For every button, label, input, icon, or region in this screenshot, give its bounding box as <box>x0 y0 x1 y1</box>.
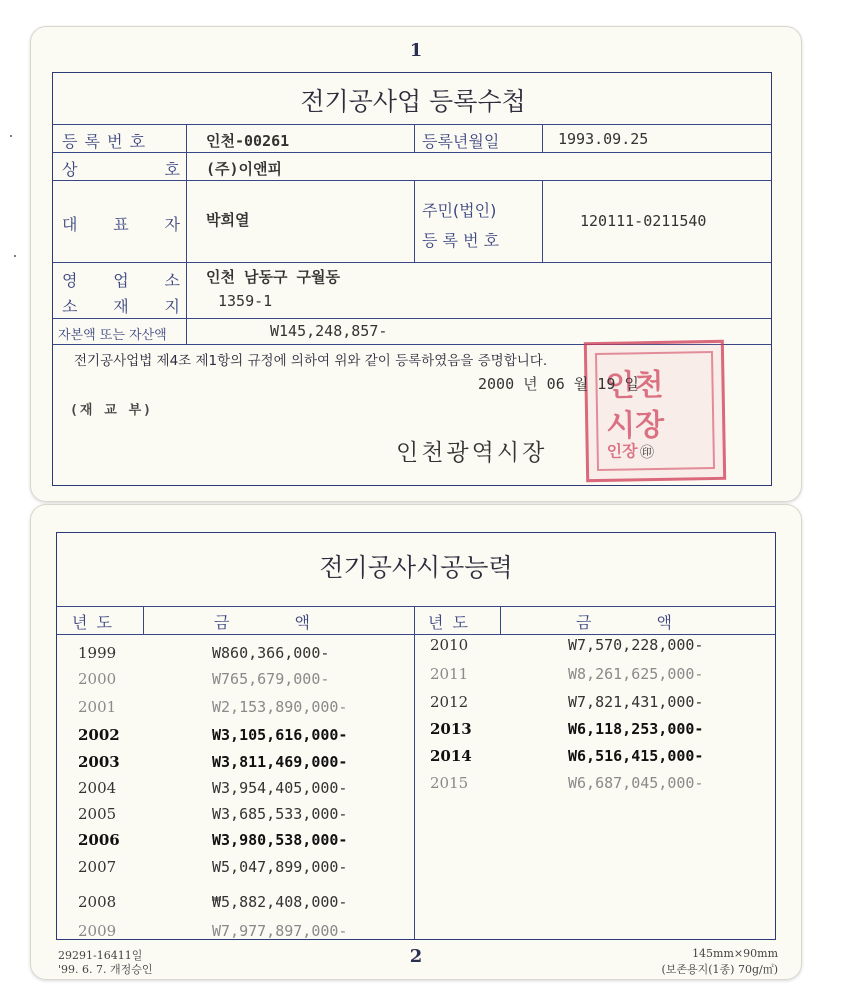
year-cell: 2000 <box>78 670 117 688</box>
year-cell: 2007 <box>78 858 117 876</box>
form-number: 29291-16411일 <box>58 949 143 962</box>
year-cell: 1999 <box>78 644 117 662</box>
reg-no-label: 등 록 번 호 <box>62 132 147 151</box>
amount-cell: W7,570,228,000- <box>568 636 704 654</box>
reissue-label: (재 교 부) <box>70 403 153 418</box>
amount-cell: W6,687,045,000- <box>568 774 704 792</box>
registration-page <box>30 26 802 502</box>
amount-cell: W3,980,538,000- <box>212 831 348 849</box>
reg-no-value: 인천-00261 <box>206 132 290 150</box>
scan-speck <box>10 135 12 137</box>
page-title: 전기공사업 등록수첩 <box>300 87 526 116</box>
amount-cell: W3,954,405,000- <box>212 779 348 797</box>
page-number: 2 <box>409 946 423 967</box>
address-line1: 인천 남동구 구월동 <box>206 268 340 286</box>
resident-label-line2: 등 록 번 호 <box>422 231 500 250</box>
year-cell: 2012 <box>430 693 469 711</box>
capacity-page <box>30 504 802 980</box>
capital-value: W145,248,857- <box>270 322 388 340</box>
address-line2: 1359-1 <box>218 292 273 310</box>
form-approval: '99. 6. 7. 개정승인 <box>58 963 153 976</box>
amount-cell: W3,105,616,000- <box>212 726 348 744</box>
col-amount-left: 금 액 <box>214 613 310 632</box>
year-cell: 2008 <box>78 893 117 911</box>
address-label-line2: 소 재 지 <box>62 297 180 316</box>
issue-date: 2000 년 06 월 19 일 <box>478 375 639 393</box>
amount-cell: W765,679,000- <box>212 670 330 688</box>
issuer-name: 인천광역시장 <box>396 440 548 466</box>
reg-date-value: 1993.09.25 <box>558 130 649 148</box>
official-seal-stamp: 인천 시장 인장 <box>584 340 726 482</box>
year-cell: 2009 <box>78 922 117 940</box>
company-label: 상 호 <box>62 160 180 179</box>
scan-speck <box>14 255 16 257</box>
page-number: 1 <box>409 40 423 61</box>
amount-cell: ₩5,882,408,000- <box>212 893 348 911</box>
year-cell: 2005 <box>78 805 117 823</box>
col-year-right: 년 도 <box>428 613 470 632</box>
year-cell: 2006 <box>78 831 120 849</box>
col-year-left: 년 도 <box>72 613 114 632</box>
paper-size: 145mm×90mm <box>692 947 778 960</box>
year-cell: 2015 <box>430 774 469 792</box>
capital-label: 자본액 또는 자산액 <box>58 328 167 343</box>
amount-cell: W5,047,899,000- <box>212 858 348 876</box>
ceo-value: 박희열 <box>206 211 250 229</box>
amount-cell: W860,366,000- <box>212 644 330 662</box>
amount-cell: W2,153,890,000- <box>212 698 348 716</box>
year-cell: 2003 <box>78 753 120 771</box>
amount-cell: W8,261,625,000- <box>568 665 704 683</box>
year-cell: 2011 <box>430 665 469 683</box>
address-label-line1: 영 업 소 <box>62 271 180 290</box>
ceo-label: 대 표 자 <box>62 215 180 234</box>
year-cell: 2010 <box>430 636 469 654</box>
amount-cell: W6,516,415,000- <box>568 747 704 765</box>
col-amount-right: 금 액 <box>576 613 672 632</box>
amount-cell: W6,118,253,000- <box>568 720 704 738</box>
amount-cell: W7,821,431,000- <box>568 693 704 711</box>
reg-date-label: 등록년월일 <box>422 132 500 151</box>
paper-spec: (보존용지(1종) 70g/㎡) <box>661 963 778 976</box>
certify-text: 전기공사업법 제4조 제1항의 규정에 의하여 위와 같이 등록하였음을 증명합니다. <box>74 353 548 369</box>
amount-cell: W7,977,897,000- <box>212 922 348 940</box>
year-cell: 2004 <box>78 779 117 797</box>
year-cell: 2014 <box>430 747 472 765</box>
amount-cell: W3,811,469,000- <box>212 753 348 771</box>
seal-mark: ㊞ <box>640 445 654 461</box>
year-cell: 2001 <box>78 698 117 716</box>
resident-value: 120111-0211540 <box>580 212 707 230</box>
amount-cell: W3,685,533,000- <box>212 805 348 823</box>
page-title: 전기공사시공능력 <box>319 553 513 582</box>
company-value: (주)이앤피 <box>206 160 283 178</box>
year-cell: 2013 <box>430 720 472 738</box>
resident-label-line1: 주민(법인) <box>422 201 497 220</box>
year-cell: 2002 <box>78 726 120 744</box>
